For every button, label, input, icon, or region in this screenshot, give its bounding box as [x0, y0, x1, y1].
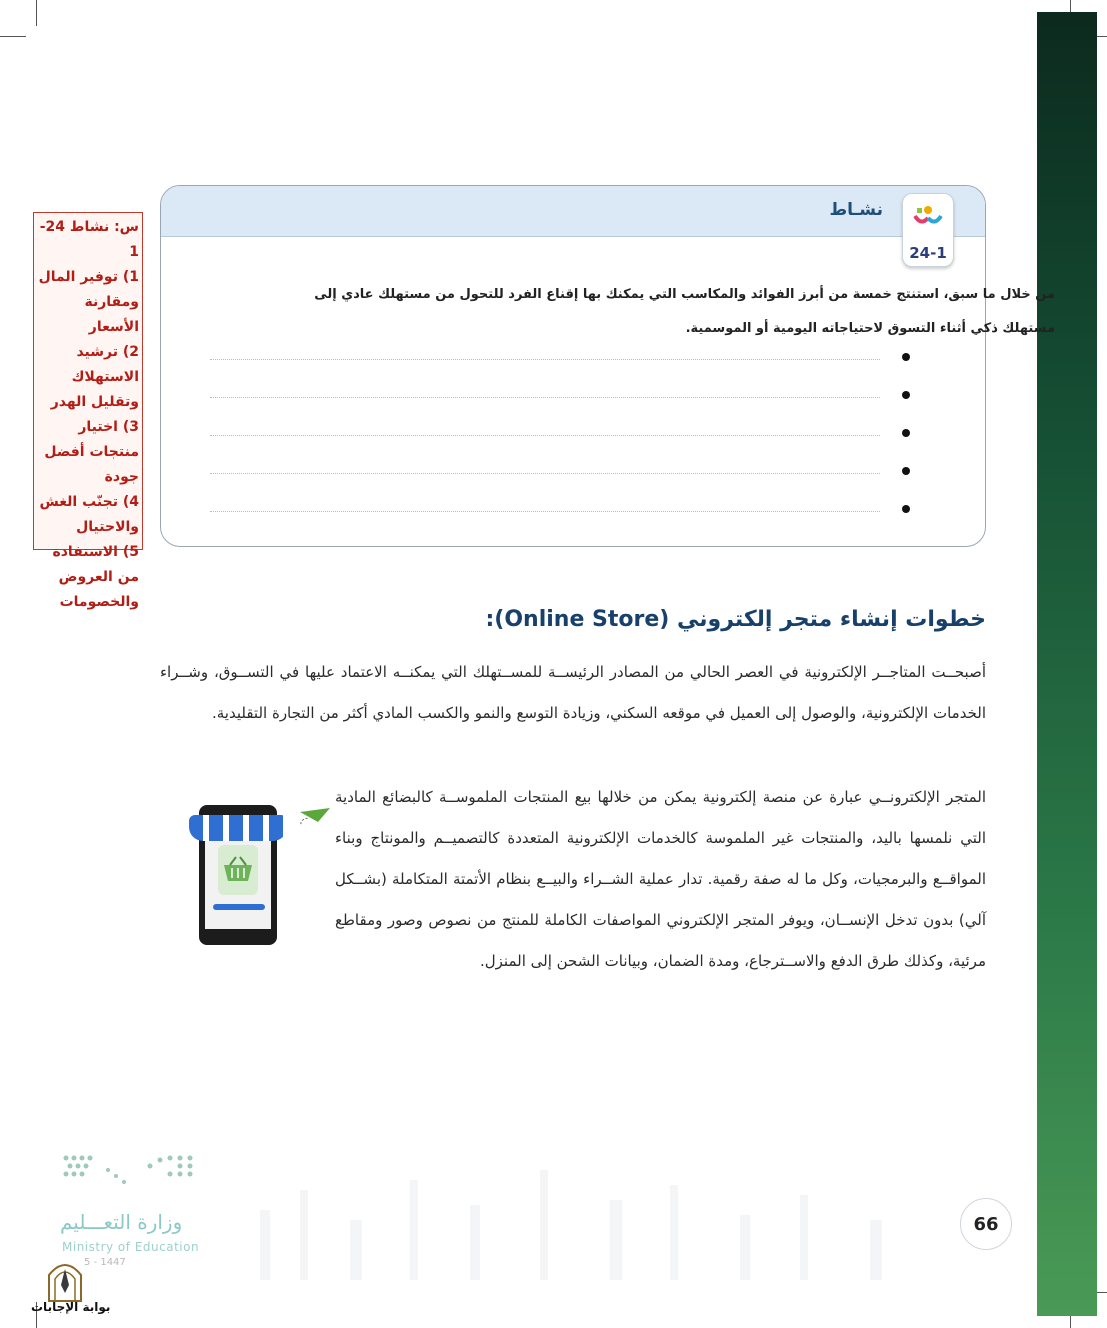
section-heading: خطوات إنشاء متجر إلكتروني (Online Store):	[485, 607, 986, 632]
crop-mark	[0, 36, 26, 37]
answer-line[interactable]	[210, 429, 910, 449]
answer-item: 4) تجنّب الغش والاحتيال	[39, 494, 139, 535]
bullet-icon	[902, 467, 910, 475]
activity-prompt-line: مستهلك ذكي أثناء التسوق لاحتياجاته اليومية أو الموسمية.	[685, 321, 1055, 336]
answer-item: 3) اختيار منتجات أفضل جودة	[44, 419, 139, 485]
answer-line[interactable]	[210, 353, 910, 373]
background-decoration	[240, 1150, 940, 1280]
activity-header	[161, 186, 985, 237]
bullet-icon	[902, 505, 910, 513]
side-decorative-strip	[1037, 12, 1097, 1316]
edition-year: 5 - 1447	[84, 1257, 126, 1268]
phone-button-bar	[213, 904, 265, 910]
activity-number: 24-1	[909, 244, 947, 262]
activity-logo-icon	[903, 198, 953, 238]
dotted-line	[210, 359, 880, 360]
answer-item: 5) الاستفادة من العروض والخصومات	[52, 544, 139, 610]
dotted-line	[210, 473, 880, 474]
watermark-text: بوابة الإجابات	[31, 1300, 111, 1314]
store-awning-icon	[189, 815, 287, 841]
activity-title: نشـاط	[829, 200, 883, 220]
ministry-logo-icon	[60, 1152, 200, 1192]
paragraph: أصبحــت المتاجــر الإلكترونية في العصر الحالي من المصادر الرئيســة للمســتهلك التي يمكنــه الاعتماد عليها في التســوق، وشــراء الخدمات الإلكترونية، والوصول إلى العميل في موقعه السكني، وزيادة التوسع والنمو والكسب المادي أكثر من التجارة التقليدية.	[160, 663, 986, 722]
answer-line[interactable]	[210, 391, 910, 411]
answer-question: س: نشاط 24-1	[39, 219, 139, 260]
paragraph: المتجر الإلكترونــي عبارة عن منصة إلكترونية يمكن من خلالها بيع المنتجات الملموســة كالبضائع المادية التي نلمسها باليد، والمنتجات غير الملموسة كالخدمات الإلكترونية المتعددة كالتصميــم والمونتاج وبناء المواقــع والبرمجيات، وكل ما له صفة رقمية. تدار عملية الشــراء والبيــع بنظام الأتمتة المتكاملة (بشــكل آلي) بدون تدخل الإنســان، ويوفر المتجر الإلكتروني المواصفات الكاملة للمنتج من نصوص وصور ومقاطع مرئية، وكذلك طرق الدفع والاســترجاع، ومدة الضمان، وبيانات الشحن إلى المنزل.	[335, 788, 986, 970]
bullet-icon	[902, 429, 910, 437]
page-number-text: 66	[973, 1213, 999, 1235]
answer-box	[33, 212, 143, 610]
activity-badge	[902, 193, 954, 267]
answer-line[interactable]	[210, 467, 910, 487]
answer-item: 1) توفير المال ومقارنة الأسعار	[38, 269, 139, 335]
dotted-line	[210, 511, 880, 512]
activity-prompt	[275, 278, 1055, 346]
bullet-icon	[902, 353, 910, 361]
answer-line[interactable]	[210, 505, 910, 525]
dotted-line	[210, 397, 880, 398]
crop-mark	[36, 0, 37, 26]
answer-item: 2) ترشيد الاستهلاك وتقليل الهدر	[50, 344, 139, 410]
shopping-basket-icon	[220, 855, 256, 883]
dotted-line	[210, 435, 880, 436]
watermark-logo-icon	[45, 1255, 85, 1303]
activity-prompt-line: من خلال ما سبق، استنتج خمسة من أبرز الفوائد والمكاسب التي يمكنك بها إقناع الفرد للتحول من مستهلك عادي إلى	[314, 287, 1055, 302]
ministry-name-arabic: وزارة التعـــليم	[60, 1210, 183, 1234]
ministry-name-english: Ministry of Education	[62, 1240, 200, 1254]
paper-plane-icon	[298, 806, 332, 826]
page-number	[960, 1198, 1012, 1250]
bullet-icon	[902, 391, 910, 399]
